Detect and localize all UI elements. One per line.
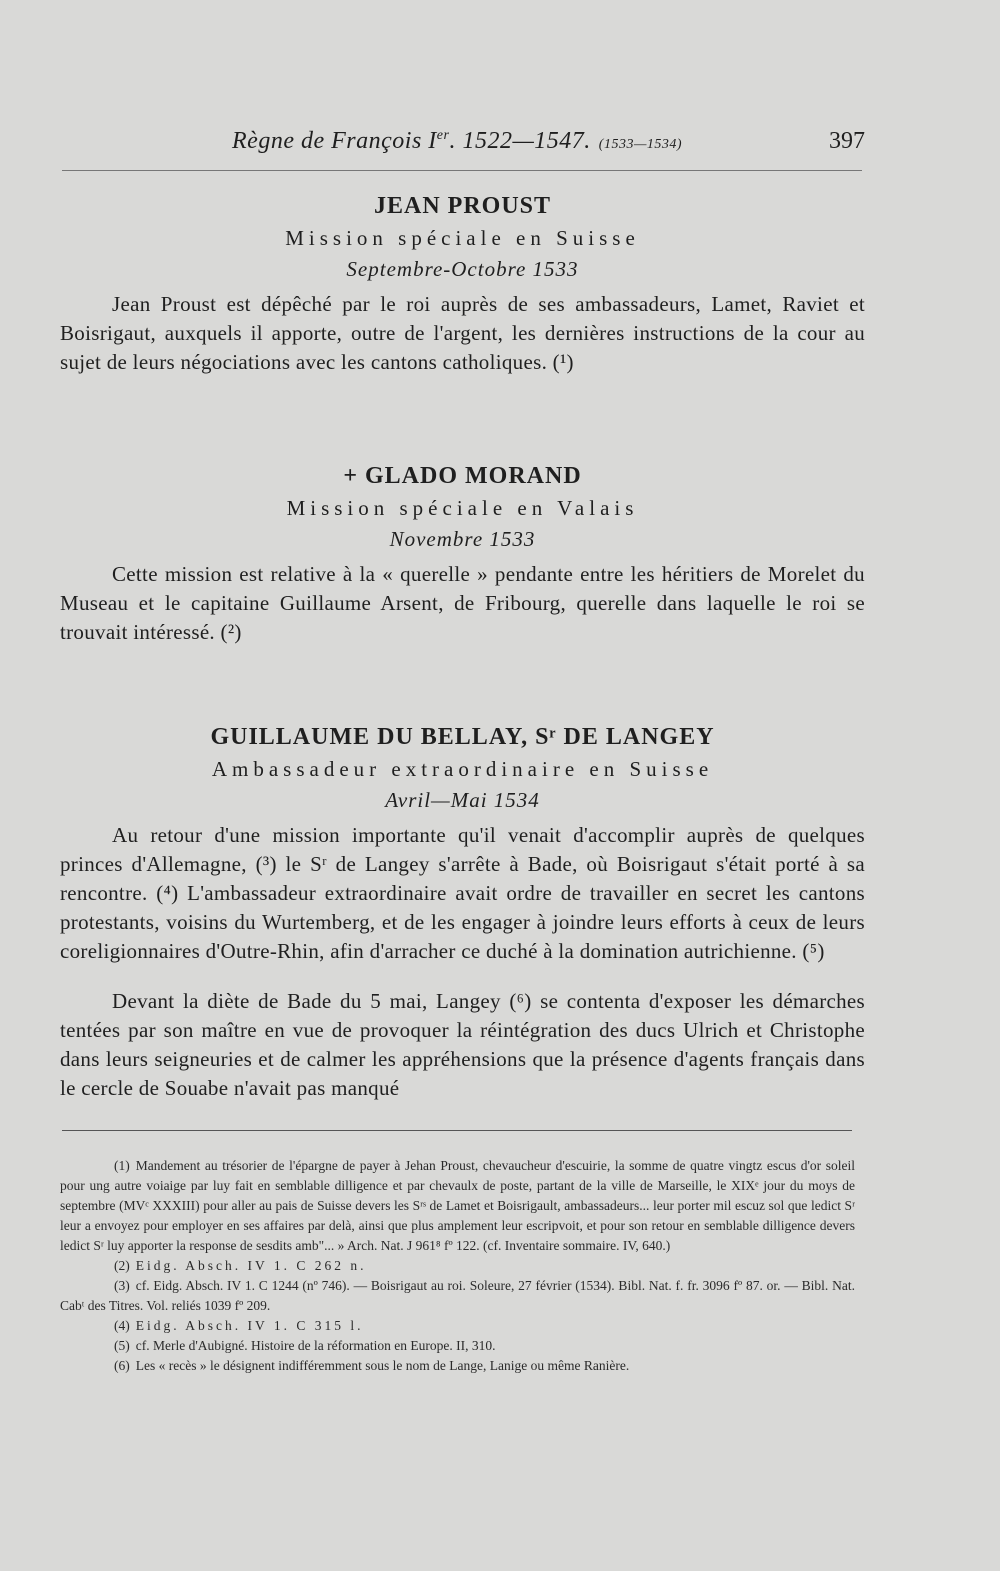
footnote-number: (5) [114, 1338, 130, 1353]
running-title-sup: er [436, 128, 450, 143]
paragraph: Jean Proust est dépêché par le roi auprès de ses ambassadeurs, Lamet, Raviet et Boisrigaut, auxquels il apporte, outre de l'argent, les dernières instructions de la cour au sujet de leurs négociations avec les cantons catholiques. (¹) [60, 292, 865, 374]
section-subtitle: Mission spéciale en Valais [286, 496, 639, 520]
paragraph: Cette mission est relative à la « querelle » pendante entre les héritiers de Morelet du Museau et le capitaine Guillaume Arsent, de Fribourg, querelle dans laquelle le roi se trouvait intéressé. (²) [60, 562, 865, 644]
footnote-3 [60, 1276, 855, 1316]
footnote-6 [60, 1356, 855, 1376]
title-plain: + GLADO [343, 463, 466, 489]
footnote-text: Eidg. Absch. IV 1. C 315 l. [135, 1318, 364, 1333]
running-title-years: . 1522—1547. [449, 128, 591, 154]
title-bold: MORAND [465, 463, 582, 489]
footnote-rule [62, 1130, 852, 1131]
footnote-5 [60, 1336, 855, 1356]
footnote-number: (2) [114, 1258, 130, 1273]
section-langey [60, 724, 865, 1124]
title-bold: LANGEY [605, 724, 715, 750]
paragraph: Devant la diète de Bade du 5 mai, Langey (⁶) se contenta d'exposer les démarches tentées par son maître en vue de provoquer la réintégration des ducs Ulrich et Christophe dans leurs seigneuries et de calmer les appréhensions que la présence d'agents français dans le cercle de Souabe n'avait pas manqué [60, 989, 865, 1100]
title-plain: JEAN [373, 193, 448, 219]
title-bold: PROUST [447, 193, 552, 219]
section-title [60, 724, 865, 751]
footnote-4 [60, 1316, 855, 1336]
running-title [232, 128, 682, 155]
running-title-small: (1533—1534) [598, 137, 683, 152]
footnote-text: cf. Merle d'Aubigné. Histoire de la réformation en Europe. II, 310. [135, 1338, 496, 1353]
header-rule [62, 170, 862, 171]
footnote-1 [60, 1156, 855, 1256]
section-subtitle: Mission spéciale en Suisse [285, 226, 640, 250]
footnote-2 [60, 1256, 855, 1276]
footnote-text: Eidg. Absch. IV 1. C 262 n. [135, 1258, 367, 1273]
page-number: 397 [829, 128, 865, 154]
section-morand [60, 463, 865, 668]
footnote-number: (4) [114, 1318, 130, 1333]
section-date: Novembre 1533 [389, 527, 536, 551]
footnotes [60, 1156, 855, 1376]
title-plain: GUILLAUME DU BELLAY, Sʳ DE [210, 724, 606, 750]
section-date: Avril—Mai 1534 [385, 788, 540, 812]
footnote-number: (6) [114, 1358, 130, 1373]
paragraph: Au retour d'une mission importante qu'il venait d'accomplir auprès de quelques princes d'Allemagne, (³) le Sʳ de Langey s'arrête à Bade, où Boisrigaut s'était porté à sa rencontre. (⁴) L'ambassadeur extraordinaire avait ordre de travailler en secret les cantons protestants, voisins du Wurtemberg, et de les engager à joindre leurs efforts à ceux de leurs coreligionnaires d'Outre-Rhin, afin d'arracher ce duché à la domination autrichienne. (⁵) [60, 823, 865, 963]
footnote-number: (1) [114, 1158, 130, 1173]
section-title [60, 463, 865, 490]
running-title-text: Règne de François I [232, 128, 437, 154]
section-date: Septembre-Octobre 1533 [346, 257, 579, 281]
footnote-text: Mandement au trésorier de l'épargne de payer à Jehan Proust, chevaucheur d'escuirie, la somme de quatre vingtz escus d'or soleil pour ung autre voiaige par luy fait en semblable dilligence et par chevaulx de poste, partant de la ville de Marseille, le XIXᵉ jour du moys de septembre (MVᶜ XXXIII) pour aller au pais de Suisse devers les Sʳˢ de Lamet et Boisrigault, ambassadeurs... leur porter mil escuz sol que ledict Sʳ leur a envoyez pour employer en ses affaires par delà, ainsi que plus amplement leur escripvoit, et pour son retour en semblable dilligence devers ledict Sʳ luy apporter la response de sesdits amb"... » Arch. Nat. J 961⁸ fº 122. (cf. Inventaire sommaire. IV, 640.) [60, 1158, 855, 1253]
section-proust [60, 193, 865, 398]
section-subtitle: Ambassadeur extraordinaire en Suisse [211, 757, 714, 781]
section-title [60, 193, 865, 220]
footnote-text: Les « recès » le désignent indifféremment sous le nom de Lange, Lanige ou même Ranière. [135, 1358, 630, 1373]
footnote-number: (3) [114, 1278, 130, 1293]
footnote-text: cf. Eidg. Absch. IV 1. C 1244 (nº 746). — Boisrigaut au roi. Soleure, 27 février (1534). Bibl. Nat. f. fr. 3096 fº 87. or. — Bibl. Nat. Cabᵗ des Titres. Vol. reliés 1039 fº 209. [60, 1278, 855, 1313]
